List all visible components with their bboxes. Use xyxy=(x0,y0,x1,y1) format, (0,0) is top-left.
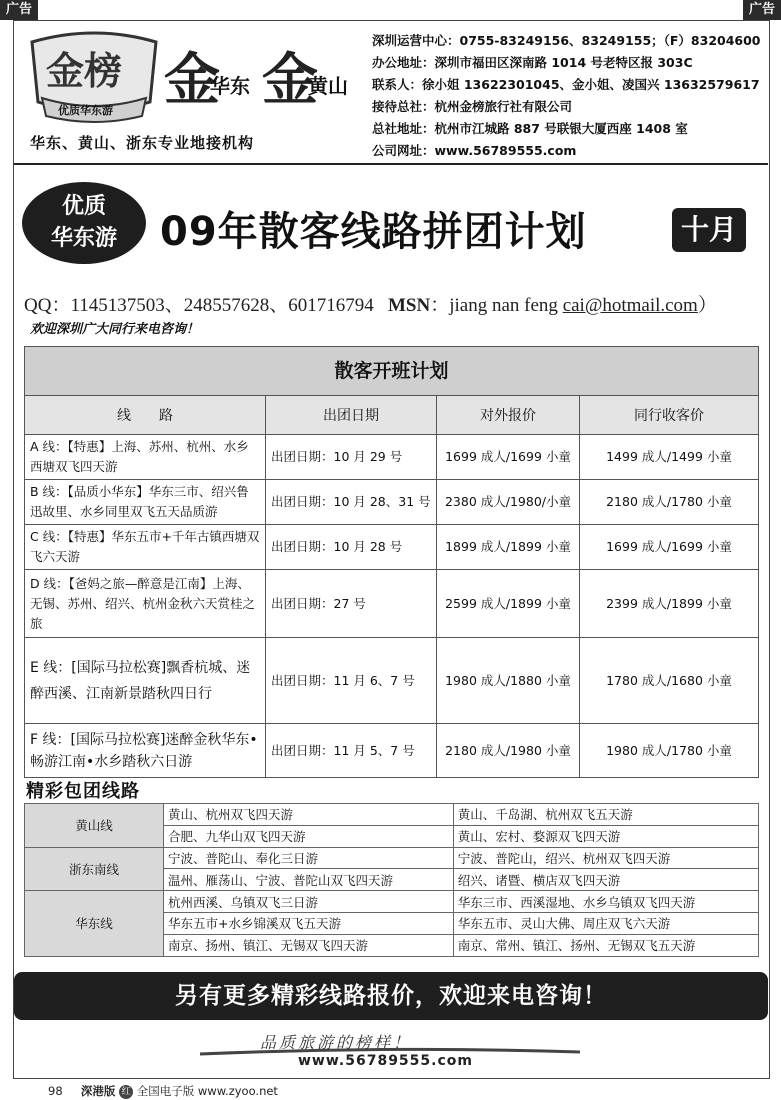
agent-price-cell: 1499 成人/1499 小童 xyxy=(580,435,759,480)
page-number: 98 xyxy=(48,1084,63,1098)
route-cell: B 线：【品质小华东】华东三市、绍兴鲁迅故里、水乡同里双飞五天品质游 xyxy=(25,480,266,525)
region-cell: 黄山线 xyxy=(25,804,164,848)
page-footer xyxy=(48,1083,278,1099)
msn-sep: ： xyxy=(430,295,450,316)
table-row xyxy=(25,638,759,724)
public-price-cell: 2180 成人/1980 小童 xyxy=(437,724,580,778)
qq-numbers: 1145137503、248557628、601716794 xyxy=(70,295,374,316)
table-row xyxy=(25,525,759,570)
logo-sub-text: 优质华东游 xyxy=(58,104,113,117)
slogan: 华东、黄山、浙东专业地接机构 xyxy=(30,134,255,152)
packages-title: 精彩包团线路 xyxy=(26,781,140,802)
public-price-cell: 2599 成人/1899 小童 xyxy=(437,570,580,638)
col-header-agent-price: 同行收客价 xyxy=(580,396,759,435)
table-row xyxy=(25,847,759,869)
date-cell: 出团日期：11 月 5、7 号 xyxy=(266,724,437,778)
region-cell: 浙东南线 xyxy=(25,847,164,891)
package-cell: 温州、雁荡山、宁波、普陀山双飞四天游 xyxy=(164,869,454,891)
brand-jin-mark-2: 金 xyxy=(262,48,318,113)
public-price-cell: 1899 成人/1899 小童 xyxy=(437,525,580,570)
public-price-cell: 2380 成人/1980/小童 xyxy=(437,480,580,525)
schedule-table xyxy=(24,346,759,778)
agent-price-cell: 1980 成人/1780 小童 xyxy=(580,724,759,778)
date-cell: 出团日期：10 月 29 号 xyxy=(266,435,437,480)
date-cell: 出团日期：11 月 6、7 号 xyxy=(266,638,437,724)
package-cell: 华东三市、西溪湿地、水乡乌镇双飞四天游 xyxy=(453,891,758,913)
agent-price-cell: 1780 成人/1680 小童 xyxy=(580,638,759,724)
quality-badge xyxy=(22,182,146,264)
route-cell: D 线：【爸妈之旅—醉意是江南】上海、无锡、苏州、绍兴、杭州金秋六天赏桂之旅 xyxy=(25,570,266,638)
table-row xyxy=(25,480,759,525)
agent-price-cell: 1699 成人/1699 小童 xyxy=(580,525,759,570)
msn-email-link[interactable]: cai@hotmail.com xyxy=(562,295,698,316)
contact-line: 办公地址：深圳市福田区深南路 1014 号老特区报 303C xyxy=(372,55,693,70)
header-divider xyxy=(14,163,768,165)
table-row xyxy=(25,804,759,826)
route-cell: F 线：[国际马拉松赛]迷醉金秋华东•畅游江南•水乡踏秋六日游 xyxy=(25,724,266,778)
month-badge: 十月 xyxy=(672,208,746,252)
badge-line1: 优质 xyxy=(61,194,106,219)
package-cell: 南京、扬州、镇江、无锡双飞四天游 xyxy=(164,934,454,956)
footer-text: 全国电子版 www.zyoo.net xyxy=(136,1084,278,1098)
table-row xyxy=(25,435,759,480)
website-url[interactable]: www.56789555.com xyxy=(298,1053,473,1069)
public-price-cell: 1980 成人/1880 小童 xyxy=(437,638,580,724)
table-row xyxy=(25,891,759,913)
package-cell: 宁波、普陀山，绍兴、杭州双飞四天游 xyxy=(453,847,758,869)
table-row xyxy=(25,724,759,778)
date-cell: 出团日期：27 号 xyxy=(266,570,437,638)
package-cell: 黄山、千岛湖、杭州双飞五天游 xyxy=(453,804,758,826)
msn-close: ） xyxy=(697,295,717,316)
brand-huangshan: 黄山 xyxy=(308,74,348,98)
package-cell: 黄山、杭州双飞四天游 xyxy=(164,804,454,826)
col-header-public-price: 对外报价 xyxy=(437,396,580,435)
signature-slogan: 品质旅游的榜样！ xyxy=(260,1033,413,1052)
edition-badge-icon: 红 xyxy=(119,1085,133,1099)
cta-banner: 另有更多精彩线路报价，欢迎来电咨询！ xyxy=(14,972,768,1020)
ad-label-left: 广告 xyxy=(0,0,38,20)
route-cell: A 线：【特惠】上海、苏州、杭州、水乡西塘双飞四天游 xyxy=(25,435,266,480)
package-cell: 南京、常州、镇江、扬州、无锡双飞五天游 xyxy=(453,934,758,956)
package-cell: 杭州西溪、乌镇双飞三日游 xyxy=(164,891,454,913)
region-cell: 华东线 xyxy=(25,891,164,956)
qq-label: QQ： xyxy=(24,295,71,316)
package-cell: 宁波、普陀山、奉化三日游 xyxy=(164,847,454,869)
table-row xyxy=(25,570,759,638)
contact-line: 总社地址：杭州市江城路 887 号联银大厦西座 1408 室 xyxy=(372,121,688,136)
badge-line2: 华东游 xyxy=(50,226,117,251)
contact-line: 接待总社：杭州金榜旅行社有限公司 xyxy=(372,99,573,114)
edition-label: 深港版 xyxy=(80,1084,116,1098)
msn-name: jiang nan feng xyxy=(449,295,563,316)
contact-block xyxy=(372,30,761,162)
logo-main-text: 金榜 xyxy=(46,49,123,93)
contact-line: 联系人：徐小姐 13622301045、金小姐、凌国兴 13632579617 xyxy=(372,77,760,92)
date-cell: 出团日期：10 月 28、31 号 xyxy=(266,480,437,525)
page-title: 09年散客线路拼团计划 xyxy=(160,209,587,255)
contact-line: 深圳运营中心：0755-83249156、83249155；（F）83204600 xyxy=(372,33,761,48)
package-cell: 合肥、九华山双飞四天游 xyxy=(164,825,454,847)
im-contacts xyxy=(24,290,717,317)
package-cell: 华东五市、灵山大佛、周庄双飞六天游 xyxy=(453,912,758,934)
company-logo xyxy=(24,28,164,124)
schedule-title: 散客开班计划 xyxy=(25,347,759,396)
package-cell: 黄山、宏村、婺源双飞四天游 xyxy=(453,825,758,847)
packages-table xyxy=(24,803,759,957)
col-header-date: 出团日期 xyxy=(266,396,437,435)
contact-line: 公司网址：www.56789555.com xyxy=(372,143,577,158)
brand-jin-mark-1: 金 xyxy=(164,48,220,113)
package-cell: 华东五市+水乡锦溪双飞五天游 xyxy=(164,912,454,934)
col-header-route: 线 路 xyxy=(25,396,266,435)
brand-huadong: 华东 xyxy=(210,74,250,98)
ad-label-right: 广告 xyxy=(743,0,781,20)
route-cell: C 线：【特惠】华东五市+千年古镇西塘双飞六天游 xyxy=(25,525,266,570)
msn-label: MSN xyxy=(388,295,431,316)
package-cell: 绍兴、诸暨、横店双飞四天游 xyxy=(453,869,758,891)
agent-price-cell: 2180 成人/1780 小童 xyxy=(580,480,759,525)
public-price-cell: 1699 成人/1699 小童 xyxy=(437,435,580,480)
route-cell: E 线：[国际马拉松赛]飘香杭城、迷醉西溪、江南新景踏秋四日行 xyxy=(25,638,266,724)
agent-price-cell: 2399 成人/1899 小童 xyxy=(580,570,759,638)
date-cell: 出团日期：10 月 28 号 xyxy=(266,525,437,570)
welcome-text: 欢迎深圳广大同行来电咨询！ xyxy=(30,322,200,337)
